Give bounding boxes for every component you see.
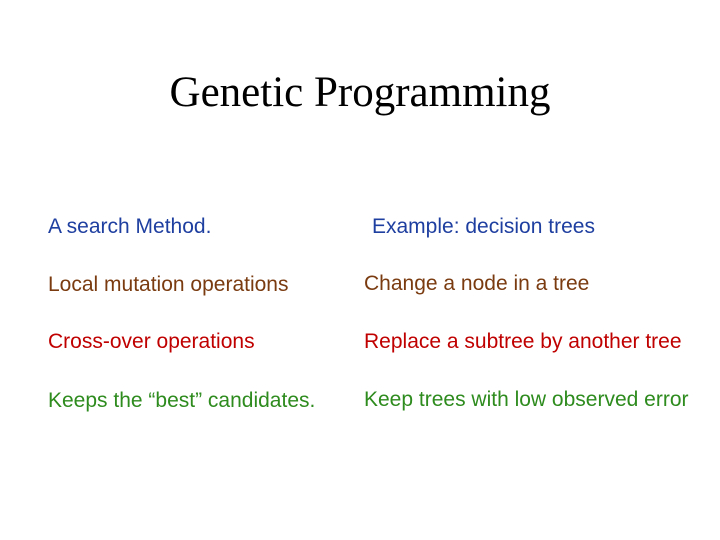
row-3-right-text: Replace a subtree by another tree: [364, 330, 682, 353]
row-2-left-text: Local mutation operations: [48, 273, 289, 296]
row-2-right-text: Change a node in a tree: [364, 272, 590, 295]
row-1-left-text: A search Method.: [48, 215, 212, 238]
row-3-left-text: Cross-over operations: [48, 330, 255, 353]
row-4-left-text: Keeps the “best” candidates.: [48, 389, 316, 412]
slide-title: Genetic Programming: [169, 69, 551, 116]
row-4-right-text: Keep trees with low observed error: [364, 388, 689, 411]
row-1-right-text: Example: decision trees: [372, 215, 595, 238]
